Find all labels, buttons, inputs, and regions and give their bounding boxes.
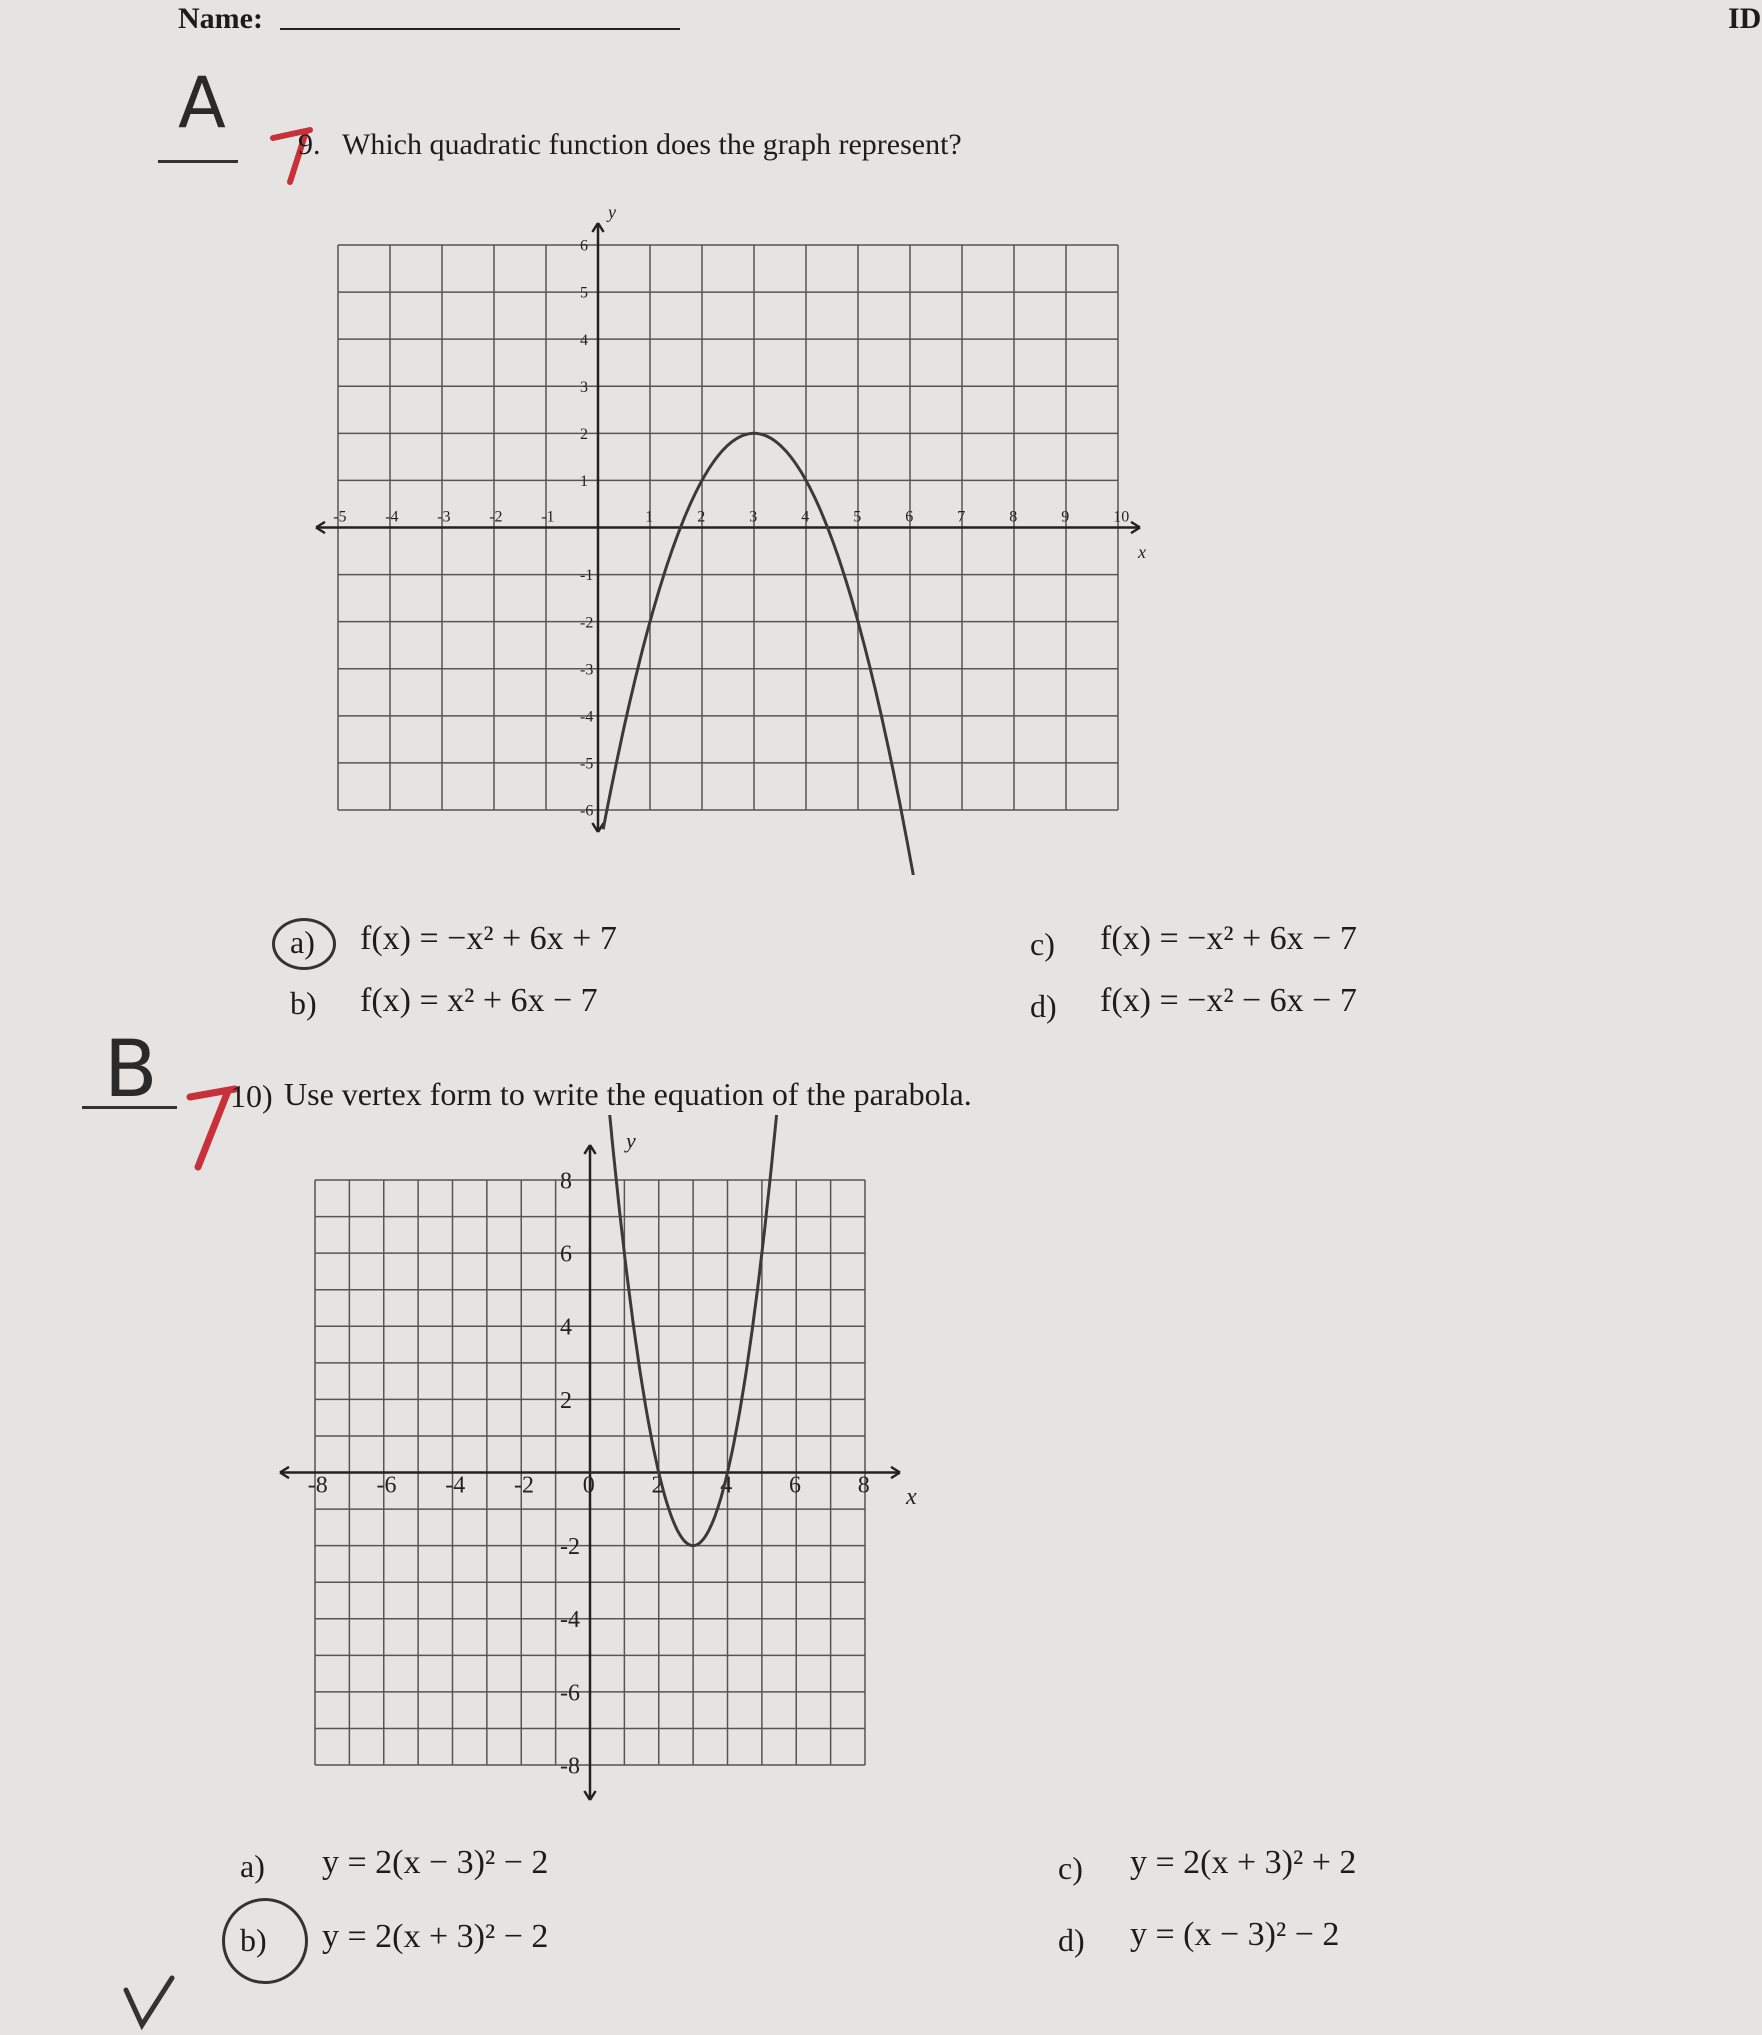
q9-y-axis-label: y xyxy=(608,202,616,222)
q9-graph xyxy=(300,185,1160,875)
q10-option-b-letter[interactable]: b) xyxy=(240,1922,267,1958)
y-tick-label: -8 xyxy=(560,1753,580,1780)
y-tick-label: -4 xyxy=(560,1607,580,1634)
x-tick-label: -1 xyxy=(541,508,555,526)
q9-option-d-text[interactable]: f(x) = −x² − 6x − 7 xyxy=(1100,982,1357,1019)
q10-option-c-text[interactable]: y = 2(x + 3)² + 2 xyxy=(1130,1844,1357,1881)
q9-graph-axes xyxy=(316,223,1140,832)
y-tick-label: 2 xyxy=(560,1387,572,1414)
x-tick-label: 5 xyxy=(853,508,862,526)
q9-option-c-text[interactable]: f(x) = −x² + 6x − 7 xyxy=(1100,920,1357,957)
x-tick-label: 2 xyxy=(697,508,706,526)
q10-option-a-text[interactable]: y = 2(x − 3)² − 2 xyxy=(322,1844,549,1881)
q9-option-b-letter[interactable]: b) xyxy=(290,985,317,1021)
q10-answer-line xyxy=(82,1106,177,1109)
y-tick-label: -1 xyxy=(580,567,594,585)
y-tick-label: 6 xyxy=(560,1241,572,1268)
q9-x-axis-label: x xyxy=(1138,542,1146,562)
y-tick-label: 1 xyxy=(580,473,588,491)
x-tick-label: 2 xyxy=(651,1472,664,1499)
id-label: ID xyxy=(1728,2,1762,35)
q10-x-axis-label: x xyxy=(906,1484,917,1510)
check-mark xyxy=(120,1970,180,2035)
name-field-line[interactable] xyxy=(280,28,680,30)
x-tick-label: 4 xyxy=(720,1472,733,1499)
y-tick-label: 5 xyxy=(580,284,588,302)
x-tick-label: -4 xyxy=(445,1472,466,1499)
x-tick-label: 10 xyxy=(1113,508,1130,526)
q9-answer-handwritten: A xyxy=(178,62,226,144)
y-tick-label: 4 xyxy=(560,1314,572,1341)
x-tick-label: 8 xyxy=(857,1472,870,1499)
q9-option-d-letter[interactable]: d) xyxy=(1030,988,1057,1024)
q9-answer-line xyxy=(158,160,238,163)
q10-prompt: Use vertex form to write the equation of the parabola. xyxy=(284,1076,972,1112)
y-tick-label: 4 xyxy=(580,331,588,349)
q10-option-b-text[interactable]: y = 2(x + 3)² − 2 xyxy=(322,1918,549,1955)
q10-answer-handwritten: B xyxy=(104,1025,158,1115)
y-tick-label: -3 xyxy=(580,661,594,679)
q9-prompt: Which quadratic function does the graph represent? xyxy=(342,128,962,161)
x-tick-label: -6 xyxy=(376,1472,397,1499)
y-tick-label: -2 xyxy=(560,1534,580,1561)
y-tick-label: -2 xyxy=(580,614,594,632)
q10-option-d-letter[interactable]: d) xyxy=(1058,1922,1085,1958)
y-tick-label: -4 xyxy=(580,708,594,726)
x-tick-label: 6 xyxy=(905,508,914,526)
x-tick-label: 4 xyxy=(801,508,810,526)
x-tick-label: 1 xyxy=(645,508,654,526)
q10-option-a-letter[interactable]: a) xyxy=(240,1848,265,1884)
y-tick-label: 8 xyxy=(560,1168,572,1195)
x-tick-label: -4 xyxy=(385,508,399,526)
q10-number: 10) xyxy=(230,1078,273,1114)
x-tick-label: -8 xyxy=(307,1472,328,1499)
x-tick-label: -3 xyxy=(437,508,451,526)
x-tick-label: -2 xyxy=(514,1472,535,1499)
y-tick-label: -5 xyxy=(580,755,594,773)
x-tick-label: -2 xyxy=(489,508,503,526)
q9-option-a-text[interactable]: f(x) = −x² + 6x + 7 xyxy=(360,920,617,957)
q10-option-c-letter[interactable]: c) xyxy=(1058,1850,1083,1886)
q9-parabola-curve xyxy=(603,433,920,875)
x-tick-label: 8 xyxy=(1009,508,1018,526)
name-label: Name: xyxy=(178,2,263,35)
x-tick-label: 6 xyxy=(789,1472,802,1499)
q9-option-a-letter[interactable]: a) xyxy=(290,924,315,960)
y-tick-label: -6 xyxy=(580,802,594,820)
y-tick-label: -6 xyxy=(560,1680,580,1707)
x-tick-label: 7 xyxy=(957,508,966,526)
y-tick-label: 3 xyxy=(580,378,588,396)
x-tick-label: 0 xyxy=(582,1472,595,1499)
y-tick-label: 2 xyxy=(580,425,588,443)
y-tick-label: 6 xyxy=(580,237,588,255)
x-tick-label: -5 xyxy=(333,508,347,526)
x-tick-label: 9 xyxy=(1061,508,1070,526)
q10-y-axis-label: y xyxy=(626,1128,636,1153)
q9-option-b-text[interactable]: f(x) = x² + 6x − 7 xyxy=(360,982,598,1019)
q10-option-d-text[interactable]: y = (x − 3)² − 2 xyxy=(1130,1916,1340,1953)
x-tick-label: 3 xyxy=(749,508,758,526)
q9-option-c-letter[interactable]: c) xyxy=(1030,926,1055,962)
q10-graph xyxy=(255,1115,955,1830)
q9-number: 9. xyxy=(298,128,321,161)
